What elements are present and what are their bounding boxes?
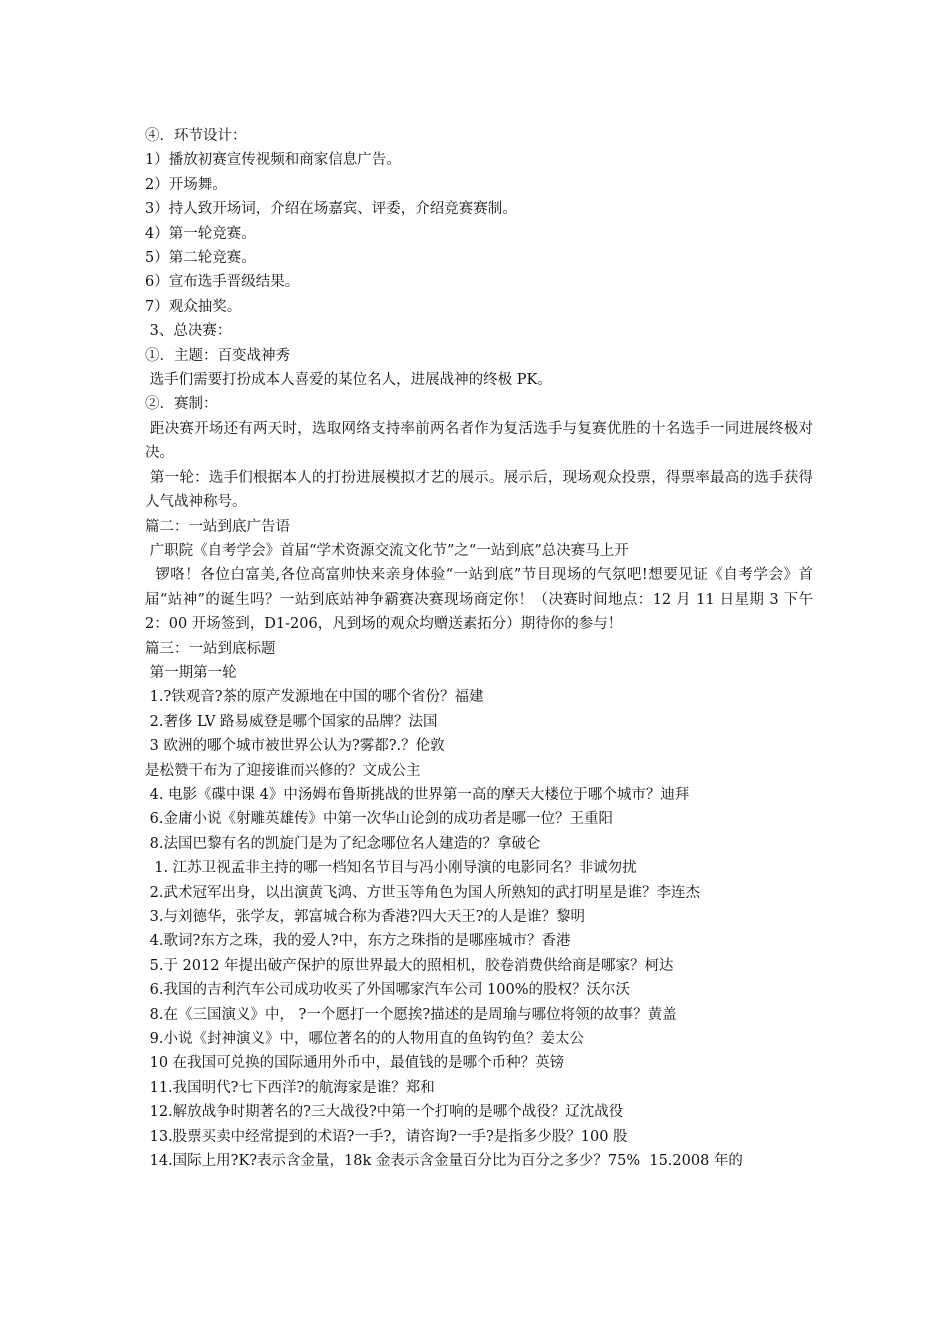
text-line: ②．赛制： (145, 396, 218, 413)
text-line: 1）播放初赛宣传视频和商家信息广告。 (145, 152, 401, 169)
question-item: 4.歌词?东方之珠，我的爱人?中，东方之珠指的是哪座城市？香港 (145, 933, 571, 950)
paragraph: 距决赛开场还有两天时，选取网络支持率前两名者作为复活选手与复赛优胜的十名选手一同进展终极对决。 (145, 420, 814, 462)
text-line: 6）宣布选手晋级结果。 (145, 274, 300, 291)
paragraph: 第一轮：选手们根据本人的打扮进展模拟才艺的展示。展示后，现场观众投票，得票率最高的选手获得人气战神称号。 (145, 469, 814, 511)
document-body (145, 124, 818, 1173)
question-item: 11.我国明代?七下西洋?的航海家是谁？郑和 (145, 1079, 435, 1096)
question-item: 9.小说《封神演义》中，哪位著名的的人物用直的鱼钩钓鱼？姜太公 (145, 1031, 584, 1048)
question-item: 8.在《三国演义》中， ?一个愿打一个愿挨?描述的是周瑜与哪位将领的故事？黄盖 (145, 1006, 677, 1023)
text-line: 选手们需要打扮成本人喜爱的某位名人，进展战神的终极 PK。 (145, 372, 552, 389)
question-item: 4. 电影《碟中课 4》中汤姆布鲁斯挑战的世界第一高的摩天大楼位于哪个城市？迪拜 (145, 786, 690, 803)
question-item: 2.奢侈 LV 路易威登是哪个国家的品牌？法国 (145, 713, 438, 730)
section-heading: 篇二：一站到底广告语 (145, 518, 290, 535)
text-line: 5）第二轮竞赛。 (145, 250, 256, 267)
text-line: ①．主题：百变战神秀 (145, 347, 290, 364)
text-line: 第一期第一轮 (145, 664, 237, 681)
question-item: 1.?铁观音?茶的原产发源地在中国的哪个省份？福建 (145, 689, 484, 706)
text-line: 4）第一轮竞赛。 (145, 225, 256, 242)
question-item: 8.法国巴黎有名的凯旋门是为了纪念哪位名人建造的？拿破仑 (145, 835, 541, 852)
question-item: 10 在我国可兑换的国际通用外币中，最值钱的是哪个币种？英镑 (145, 1055, 565, 1072)
text-line: 3）持人致开场词，介绍在场嘉宾、评委，介绍竞赛赛制。 (145, 201, 517, 218)
question-item: 6.金庸小说《射雕英雄传》中第一次华山论剑的成功者是哪一位？王重阳 (145, 811, 613, 828)
section-heading: 3、总决赛： (145, 323, 232, 340)
text-line: ④．环节设计： (145, 128, 247, 144)
question-item: 5.于 2012 年提出破产保护的原世界最大的照相机，胶卷消费供给商是哪家？柯达 (145, 957, 674, 974)
question-item: 3.与刘德华，张学友，郭富城合称为香港?四大天王?的人是谁？黎明 (145, 909, 585, 925)
question-item: 12.解放战争时期著名的?三大战役?中第一个打响的是哪个战役？辽沈战役 (145, 1104, 624, 1121)
section-heading: 篇三：一站到底标题 (145, 640, 276, 657)
question-item: 6.我国的吉利汽车公司成功收买了外国哪家汽车公司 100%的股权？沃尔沃 (145, 982, 631, 999)
text-line: 广职院《自考学会》首届“学术资源交流文化节”之“一站到底”总决赛马上开 (145, 542, 629, 559)
paragraph: 锣咯！各位白富美,各位高富帅快来亲身体验“一站到底”节目现场的气氛吧!想要见证《自考学会》首届“站神”的诞生吗？一站到底站神争霸赛决赛现场商定你！（决赛时间地点：12 月 11 日星期 3 下午 2：00 开场签到，D1-206，凡到场的观众均赠送素拓分）期待你的参与！ (145, 567, 818, 633)
question-item: 3 欧洲的哪个城市被世界公认为?雾都?.？伦敦 (145, 738, 445, 755)
text-line: 7）观众抽奖。 (145, 298, 242, 315)
question-item: 2.武术冠军出身，以出演黄飞鸿、方世玉等角色为国人所熟知的武打明星是谁？李连杰 (145, 884, 700, 901)
text-line: 2）开场舞。 (145, 176, 227, 193)
question-item: 14.国际上用?K?表示含金量，18k 金表示含金量百分比为百分之多少？75% 15.2008 年的 (145, 1153, 743, 1170)
question-item: 13.股票买卖中经常提到的术语?一手?，请咨询?一手?是指多少股？100 股 (145, 1128, 628, 1145)
question-item: 是松赞干布为了迎接谁而兴修的？文成公主 (145, 762, 421, 779)
question-item: 1. 江苏卫视孟非主持的哪一档知名节目与冯小刚导演的电影同名？非诚勿扰 (145, 860, 637, 877)
